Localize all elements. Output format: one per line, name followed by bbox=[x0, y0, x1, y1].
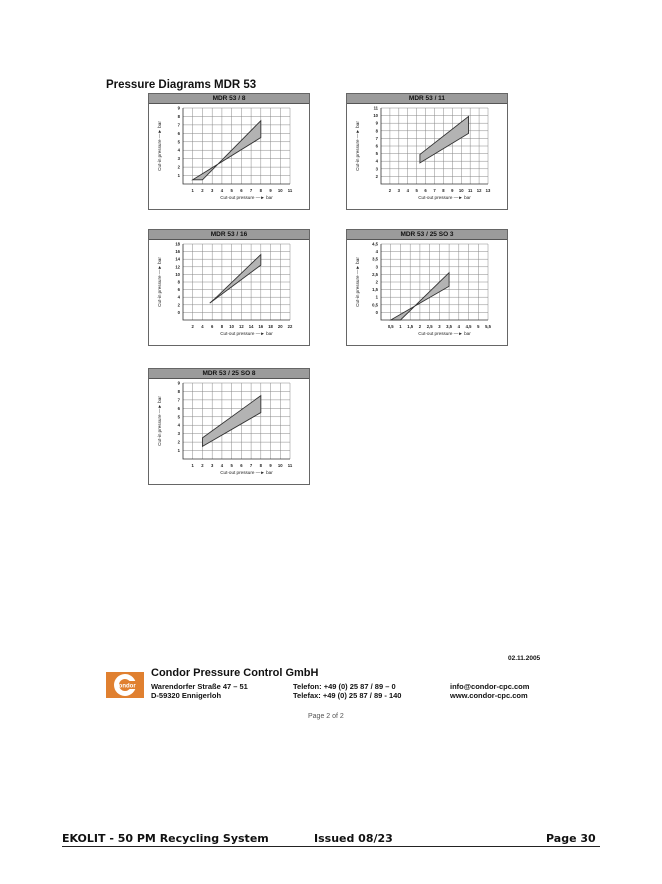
issue-date: Issued 08/23 bbox=[314, 832, 393, 845]
y-tick-label: 2 bbox=[177, 164, 180, 170]
y-tick-label: 6 bbox=[177, 287, 180, 293]
x-axis-label: Cut-out pressure —► bar bbox=[220, 331, 273, 336]
x-tick-label: 8 bbox=[442, 188, 445, 193]
condor-logo bbox=[106, 672, 144, 698]
x-tick-label: 8 bbox=[259, 463, 262, 468]
address-block bbox=[151, 682, 248, 700]
website-address[interactable]: www.condor-cpc.com bbox=[450, 691, 528, 700]
city-address: D-59320 Ennigerloh bbox=[151, 691, 222, 700]
y-tick-label: 6 bbox=[177, 405, 180, 411]
x-tick-label: 11 bbox=[287, 463, 293, 468]
y-tick-label: 3 bbox=[375, 166, 378, 172]
chart-plot bbox=[347, 230, 507, 345]
y-tick-label: 5 bbox=[375, 151, 378, 157]
x-tick-label: 6 bbox=[240, 188, 243, 193]
x-tick-label: 2,5 bbox=[426, 324, 433, 329]
x-tick-label: 6 bbox=[211, 324, 214, 329]
x-axis-label: Cut-out pressure —► bar bbox=[418, 331, 471, 336]
x-tick-label: 9 bbox=[451, 188, 454, 193]
y-tick-label: 9 bbox=[177, 105, 180, 111]
y-axis-label: Cut-in pressure —► bar bbox=[157, 121, 162, 171]
x-tick-label: 8 bbox=[220, 324, 224, 329]
x-axis-label: Cut-out pressure —► bar bbox=[220, 470, 273, 475]
chart-title: MDR 53 / 25 SO 3 bbox=[347, 230, 507, 240]
x-tick-label: 12 bbox=[239, 324, 244, 329]
y-axis-label: Cut-in pressure —► bar bbox=[355, 257, 360, 307]
x-tick-label: 4,5 bbox=[465, 324, 472, 329]
x-tick-label: 16 bbox=[258, 324, 264, 329]
x-tick-label: 2 bbox=[201, 463, 204, 468]
y-tick-label: 2,5 bbox=[372, 271, 378, 277]
y-tick-label: 4 bbox=[177, 294, 180, 300]
x-tick-label: 2 bbox=[418, 324, 422, 329]
y-tick-label: 2 bbox=[375, 279, 378, 285]
page-number: Page 30 bbox=[546, 832, 596, 845]
operating-range-area bbox=[210, 255, 261, 304]
y-tick-label: 10 bbox=[175, 271, 180, 277]
y-tick-label: 16 bbox=[175, 249, 180, 255]
x-tick-label: 4 bbox=[220, 188, 224, 193]
y-tick-label: 3,5 bbox=[372, 256, 378, 262]
x-tick-label: 3 bbox=[438, 324, 441, 329]
pressure-chart-mdr-53-25-so8 bbox=[148, 368, 310, 485]
y-tick-label: 6 bbox=[375, 143, 378, 149]
y-axis-label: Cut-in pressure —► bar bbox=[157, 396, 162, 446]
x-tick-label: 5 bbox=[477, 324, 480, 329]
x-tick-label: 4 bbox=[406, 188, 409, 193]
y-tick-label: 4 bbox=[177, 422, 180, 428]
y-tick-label: 2 bbox=[177, 302, 180, 308]
x-tick-label: 10 bbox=[458, 188, 464, 193]
pressure-chart-mdr-53-11 bbox=[346, 93, 508, 210]
bottom-divider bbox=[62, 846, 600, 847]
y-tick-label: 0 bbox=[375, 309, 378, 315]
x-tick-label: 11 bbox=[467, 188, 473, 193]
x-tick-label: 11 bbox=[287, 188, 293, 193]
x-tick-label: 7 bbox=[249, 463, 253, 468]
y-tick-label: 4 bbox=[177, 147, 180, 153]
x-tick-label: 6 bbox=[240, 463, 243, 468]
y-tick-label: 4,5 bbox=[372, 241, 378, 247]
x-tick-label: 6 bbox=[424, 188, 427, 193]
x-tick-label: 5 bbox=[230, 463, 233, 468]
phone-number: Telefon: +49 (0) 25 87 / 89 – 0 bbox=[293, 682, 396, 691]
chart-title: MDR 53 / 25 SO 8 bbox=[149, 369, 309, 379]
contact-web-block bbox=[450, 682, 529, 700]
x-tick-label: 4 bbox=[201, 324, 204, 329]
y-tick-label: 3 bbox=[177, 156, 180, 162]
y-tick-label: 2 bbox=[177, 439, 180, 445]
y-tick-label: 12 bbox=[175, 264, 180, 270]
x-tick-label: 5 bbox=[415, 188, 418, 193]
y-tick-label: 3 bbox=[375, 264, 378, 270]
pressure-chart-mdr-53-25-so3 bbox=[346, 229, 508, 346]
y-tick-label: 10 bbox=[373, 113, 378, 119]
x-tick-label: 2 bbox=[201, 188, 204, 193]
chart-title: MDR 53 / 16 bbox=[149, 230, 309, 240]
y-tick-label: 9 bbox=[375, 120, 378, 126]
y-tick-label: 5 bbox=[177, 139, 180, 145]
y-axis-label: Cut-in pressure —► bar bbox=[157, 257, 162, 307]
y-tick-label: 5 bbox=[177, 414, 180, 420]
y-tick-label: 2 bbox=[375, 173, 378, 179]
street-address: Warendorfer Straße 47 – 51 bbox=[151, 682, 248, 691]
x-tick-label: 9 bbox=[269, 188, 272, 193]
x-tick-label: 22 bbox=[287, 324, 293, 329]
x-tick-label: 1 bbox=[191, 463, 194, 468]
y-tick-label: 1 bbox=[177, 173, 180, 179]
contact-phone-block bbox=[293, 682, 401, 700]
x-tick-label: 14 bbox=[248, 324, 254, 329]
x-tick-label: 8 bbox=[259, 188, 262, 193]
chart-plot bbox=[347, 94, 507, 209]
y-tick-label: 8 bbox=[375, 128, 378, 134]
pressure-chart-mdr-53-8 bbox=[148, 93, 310, 210]
y-tick-label: 7 bbox=[177, 122, 180, 128]
x-tick-label: 1 bbox=[191, 188, 194, 193]
y-tick-label: 8 bbox=[177, 113, 180, 119]
chart-title: MDR 53 / 8 bbox=[149, 94, 309, 104]
y-tick-label: 18 bbox=[175, 241, 180, 247]
x-tick-label: 10 bbox=[277, 188, 283, 193]
manual-title: EKOLIT - 50 PM Recycling System bbox=[62, 832, 269, 845]
chart-plot bbox=[149, 230, 309, 345]
x-tick-label: 5,5 bbox=[485, 324, 491, 329]
y-tick-label: 1,5 bbox=[372, 287, 378, 293]
y-tick-label: 0 bbox=[177, 309, 180, 315]
inner-page-number: Page 2 of 2 bbox=[308, 713, 344, 720]
y-tick-label: 14 bbox=[175, 256, 180, 262]
y-tick-label: 0,5 bbox=[372, 302, 378, 308]
x-tick-label: 20 bbox=[277, 324, 283, 329]
x-tick-label: 12 bbox=[476, 188, 482, 193]
y-tick-label: 7 bbox=[375, 135, 378, 141]
x-axis-label: Cut-out pressure —► bar bbox=[418, 195, 471, 200]
page-heading: Pressure Diagrams MDR 53 bbox=[106, 79, 257, 91]
y-tick-label: 3 bbox=[177, 431, 180, 437]
y-tick-label: 4 bbox=[375, 158, 378, 164]
condor-logo-graphic bbox=[106, 672, 144, 698]
y-tick-label: 7 bbox=[177, 397, 180, 403]
y-tick-label: 1 bbox=[375, 294, 378, 300]
y-tick-label: 11 bbox=[373, 105, 378, 111]
y-tick-label: 8 bbox=[177, 388, 180, 394]
x-tick-label: 7 bbox=[249, 188, 253, 193]
x-tick-label: 10 bbox=[277, 463, 283, 468]
y-axis-label: Cut-in pressure —► bar bbox=[355, 121, 360, 171]
pressure-chart-mdr-53-16 bbox=[148, 229, 310, 346]
y-tick-label: 6 bbox=[177, 130, 180, 136]
company-name: Condor Pressure Control GmbH bbox=[151, 667, 319, 679]
chart-plot bbox=[149, 94, 309, 209]
email-address[interactable]: info@condor-cpc.com bbox=[450, 682, 530, 691]
chart-title: MDR 53 / 11 bbox=[347, 94, 507, 104]
y-tick-label: 9 bbox=[177, 380, 180, 386]
y-tick-label: 4 bbox=[375, 249, 378, 255]
chart-plot bbox=[149, 369, 309, 484]
x-tick-label: 2 bbox=[191, 324, 194, 329]
x-tick-label: 5 bbox=[230, 188, 233, 193]
footer-date: 02.11.2005 bbox=[508, 655, 541, 662]
x-tick-label: 1 bbox=[399, 324, 402, 329]
x-tick-label: 10 bbox=[229, 324, 234, 329]
x-tick-label: 4 bbox=[457, 324, 460, 329]
x-tick-label: 18 bbox=[268, 324, 273, 329]
x-tick-label: 13 bbox=[485, 188, 491, 193]
x-tick-label: 2 bbox=[388, 188, 392, 193]
y-tick-label: 1 bbox=[177, 448, 180, 454]
x-tick-label: 3,5 bbox=[446, 324, 453, 329]
fax-number: Telefax: +49 (0) 25 87 / 89 - 140 bbox=[293, 691, 402, 700]
y-tick-label: 8 bbox=[177, 279, 180, 285]
x-tick-label: 4 bbox=[220, 463, 224, 468]
svg-text:Condor: Condor bbox=[114, 683, 136, 690]
x-axis-label: Cut-out pressure —► bar bbox=[220, 195, 273, 200]
x-tick-label: 0,5 bbox=[387, 324, 394, 329]
x-tick-label: 3 bbox=[397, 188, 401, 193]
x-tick-label: 9 bbox=[269, 463, 272, 468]
x-tick-label: 3 bbox=[211, 463, 214, 468]
x-tick-label: 3 bbox=[211, 188, 214, 193]
x-tick-label: 7 bbox=[433, 188, 436, 193]
x-tick-label: 1,5 bbox=[407, 324, 414, 329]
